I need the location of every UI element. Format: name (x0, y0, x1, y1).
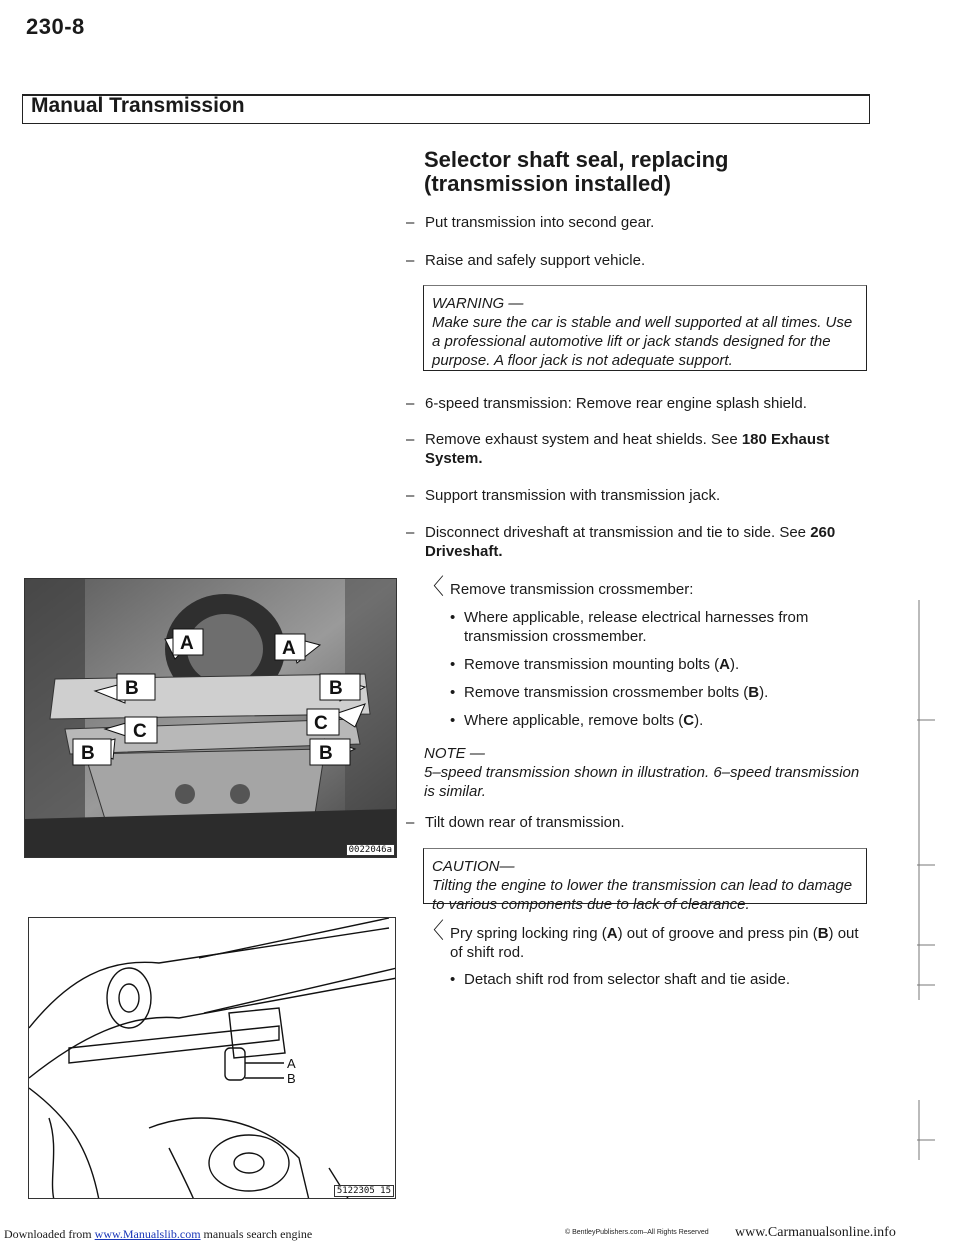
cross-reference: 180 Exhaust System. (425, 431, 830, 467)
list-item (450, 655, 870, 674)
step-splash-shield (406, 394, 876, 413)
step-text-part: Disconnect driveshaft at transmission and tie to side. See (425, 524, 811, 541)
step-text: Tilt down rear of transmission. (425, 814, 625, 831)
warning-text: Make sure the car is stable and well supported at all times. Use a professional automotive lift or jack stands designed for the purpose. A floor jack is not adequate support. (432, 314, 853, 369)
drawing-label-b: B (287, 1071, 296, 1086)
step-text: Raise and safely support vehicle. (425, 252, 646, 269)
photo-label-b: B (329, 678, 343, 699)
download-note-text: Downloaded from (4, 1227, 95, 1241)
section-title: Manual Transmission (31, 94, 245, 117)
step-text-part: Pry spring locking ring ( (450, 925, 607, 942)
download-note (4, 1227, 312, 1242)
photo-label-c: C (314, 713, 328, 734)
step-text-part: Remove exhaust system and heat shields. See (425, 431, 742, 448)
section-header (22, 96, 870, 124)
step-text (425, 523, 876, 561)
step-dash: – (406, 214, 415, 231)
note-text: 5–speed transmission shown in illustration. 6–speed transmission is similar. (424, 764, 860, 800)
list-item-text: Remove transmission crossmember bolts ( (464, 684, 749, 701)
caution-heading: CAUTION— (432, 858, 515, 875)
callout-ref: A (606, 925, 618, 942)
list-item-text: Where applicable, remove bolts ( (464, 712, 684, 729)
drawing-label-a: A (287, 1056, 296, 1071)
crossmember-substeps (450, 608, 870, 739)
procedure-title (424, 148, 728, 196)
step-dash: – (406, 814, 415, 831)
list-item-text: ). (694, 712, 704, 729)
list-item-text: ). (759, 684, 769, 701)
list-item-text: ). (729, 656, 740, 673)
step-remove-crossmember (422, 574, 874, 599)
photo-label-b: B (125, 678, 139, 699)
callout-ref: A (719, 656, 730, 673)
step-dash: – (406, 252, 415, 269)
photo-label-b: B (319, 743, 333, 764)
step-support-jack (406, 486, 876, 505)
figure-id: 0022046a (346, 844, 395, 856)
step-pry-ring (422, 918, 874, 962)
step-text: Remove transmission crossmember: (450, 581, 694, 598)
page-number: 230-8 (26, 14, 85, 39)
list-item (450, 711, 870, 730)
caution-box (423, 848, 867, 913)
callout-ref: C (683, 712, 695, 729)
step-dash: – (406, 524, 415, 541)
photo-label-b: B (81, 743, 95, 764)
watermark: www.Carmanualsonline.info (735, 1225, 896, 1240)
manualslib-link[interactable]: www.Manualslib.com (94, 1227, 201, 1241)
photo-label-a: A (282, 638, 296, 659)
step-second-gear (406, 213, 876, 232)
cross-reference: 260 Driveshaft. (425, 524, 836, 560)
step-text: Support transmission with transmission jack. (425, 487, 721, 504)
step-text-part: ) out of shift rod. (450, 925, 859, 961)
step-text (425, 430, 876, 468)
callout-ref: B (748, 684, 760, 701)
shift-rod-drawing (28, 917, 396, 1199)
step-text (450, 924, 874, 962)
crossmember-photo (24, 578, 397, 858)
note-block (424, 744, 864, 801)
photo-callouts (25, 579, 397, 858)
step-dash: – (406, 431, 415, 448)
list-item (450, 683, 870, 702)
margin-marks (905, 0, 960, 1242)
step-text: 6-speed transmission: Remove rear engine splash shield. (425, 395, 807, 412)
copyright: © BentleyPublishers.com–All Rights Reserved (565, 1229, 709, 1236)
step-dash: – (406, 395, 415, 412)
warning-box (423, 285, 867, 371)
download-note-text: manuals search engine (200, 1227, 313, 1241)
step-text: Put transmission into second gear. (425, 214, 655, 231)
step-exhaust (406, 430, 876, 468)
warning-heading: WARNING — (432, 295, 524, 312)
callout-ref: B (817, 925, 829, 942)
shift-rod-illustration (29, 918, 396, 1199)
step-text-part: ) out of groove and press pin ( (617, 925, 818, 942)
step-raise-vehicle (406, 251, 876, 270)
note-heading: NOTE — (424, 745, 485, 762)
procedure-title-line2: (transmission installed) (424, 171, 671, 196)
photo-label-c: C (133, 721, 147, 742)
figure-pointer-icon: 〈 (422, 918, 445, 943)
figure-pointer-icon: 〈 (422, 574, 445, 599)
list-item-text: Remove transmission mounting bolts ( (464, 656, 720, 673)
list-item: • Where applicable, release electrical harnesses from transmission crossmember. (450, 608, 870, 646)
procedure-title-line1: Selector shaft seal, replacing (424, 147, 729, 172)
photo-label-a: A (180, 633, 194, 654)
list-item: • Detach shift rod from selector shaft and tie aside. (450, 970, 870, 989)
figure-id: 5122305 15 (334, 1185, 394, 1197)
step-dash: – (406, 487, 415, 504)
step-tilt-down (406, 813, 876, 832)
shift-rod-substeps (450, 970, 870, 998)
step-driveshaft (406, 523, 876, 561)
caution-text: Tilting the engine to lower the transmission can lead to damage to various components due to lack of clearance. (432, 877, 853, 913)
